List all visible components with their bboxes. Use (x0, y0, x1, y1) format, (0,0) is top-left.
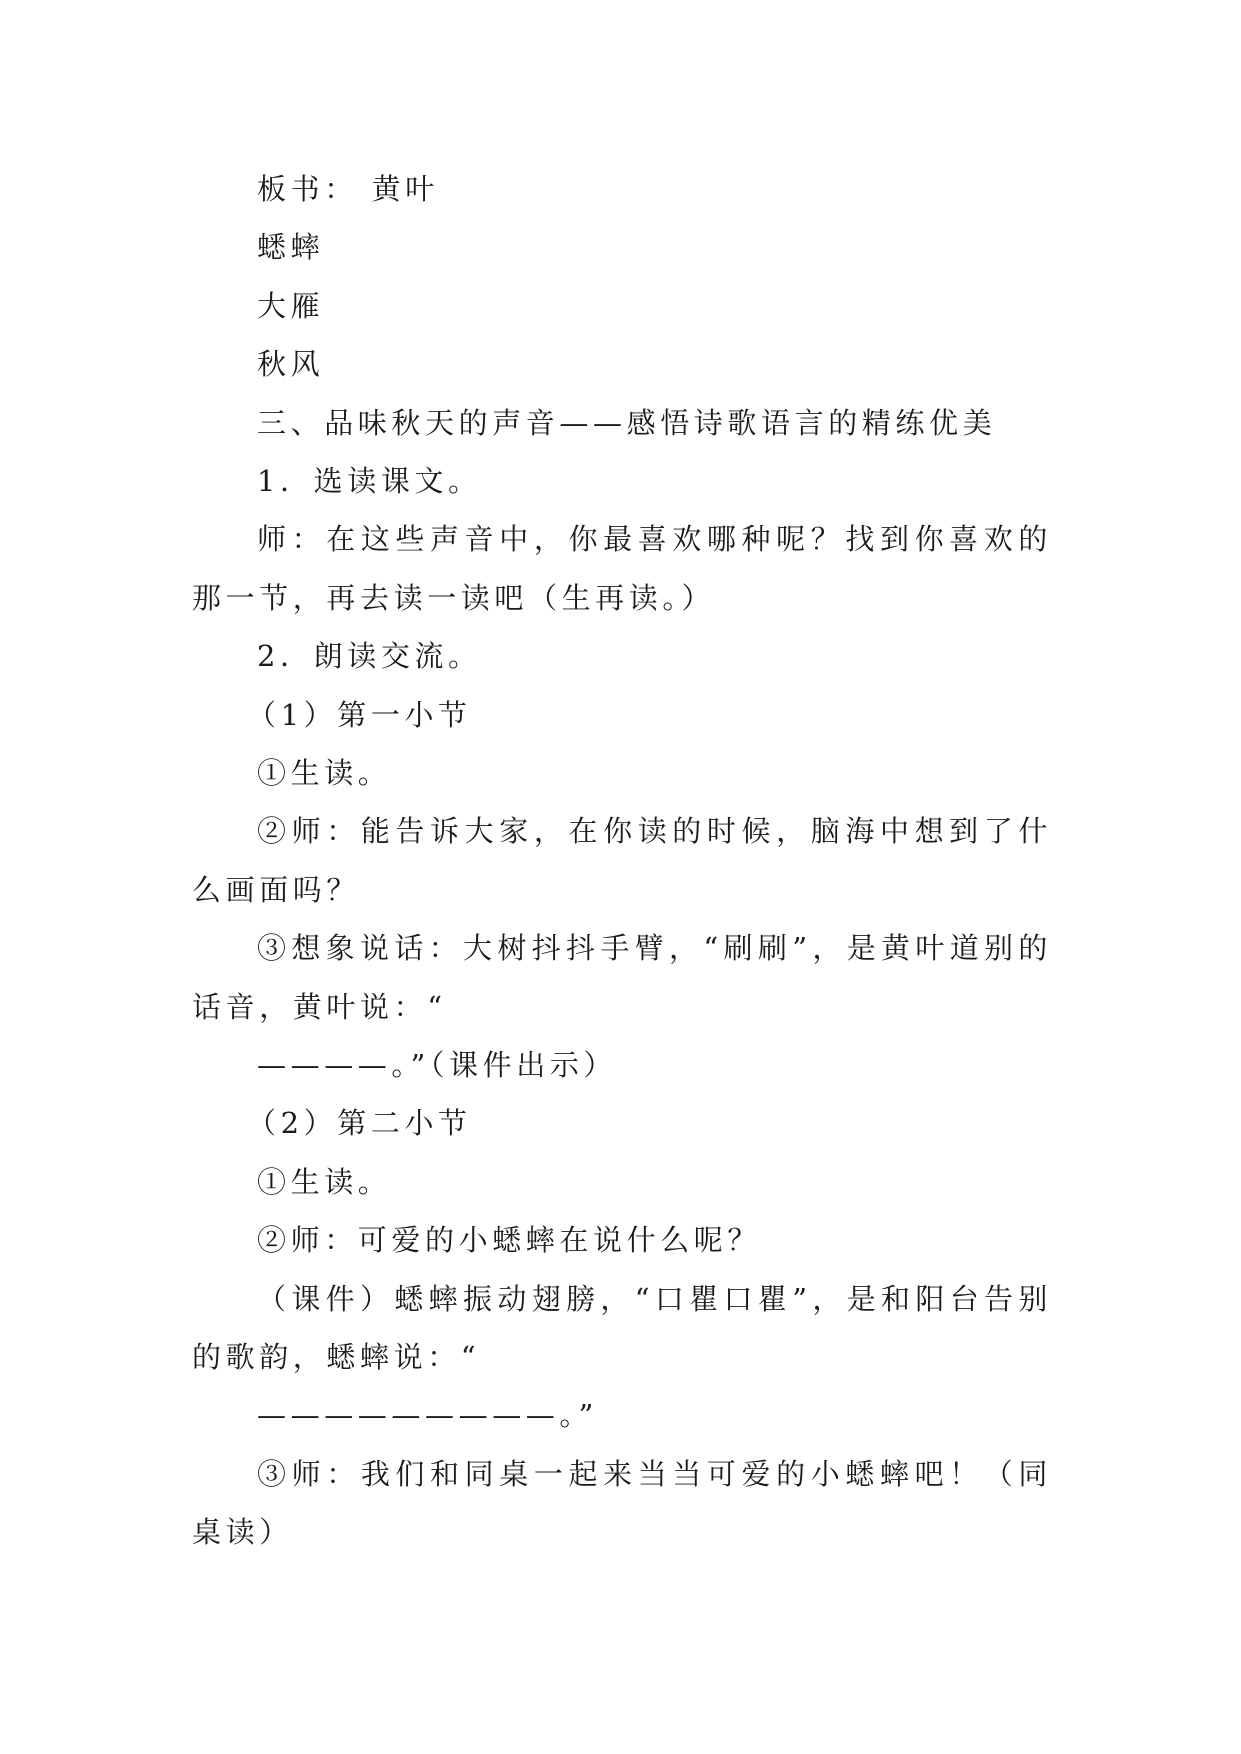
part-2-title: （2）第二小节 (247, 1106, 472, 1141)
part-1-blank-line: ————。”（课件出示） (257, 1047, 618, 1082)
section-3-heading: 三、品味秋天的声音——感悟诗歌语言的精练优美 (257, 405, 997, 440)
blackboard-line: 板书： 黄叶 (257, 172, 439, 206)
blackboard-item-cricket: 蟋蟀 (257, 230, 325, 265)
part-2-step-3: ③师：我们和同桌一起来当当可爱的小蟋蟀吧！（同桌读） (192, 1456, 1052, 1550)
part-2-step-2: ②师：可爱的小蟋蟀在说什么呢？ (257, 1223, 762, 1258)
blackboard-item-goose: 大雁 (257, 288, 325, 323)
part-2-courseware: （课件）蟋蟀振动翅膀，“口瞿口瞿”，是和阳台告别的歌韵，蟋蟀说：“ (192, 1281, 1052, 1374)
teacher-question-paragraph: 师：在这些声音中，你最喜欢哪种呢？找到你喜欢的那一节，再去读一读吧（生再读。） (192, 522, 1052, 615)
step-2-heading: 2．朗读交流。 (257, 639, 482, 674)
part-1-step-2: ②师：能告诉大家，在你读的时候，脑海中想到了什么画面吗？ (192, 814, 1052, 907)
document-body (192, 160, 1052, 1562)
part-1-step-1: ①生读。 (257, 755, 392, 790)
part-1-title: （1）第一小节 (247, 697, 472, 732)
blackboard-item-wind: 秋风 (257, 347, 325, 382)
part-1-step-3: ③想象说话：大树抖抖手臂，“刷刷”，是黄叶道别的话音，黄叶说：“ (192, 931, 1052, 1024)
part-2-blank-line: —————————。” (257, 1398, 598, 1433)
step-1-heading: 1．选读课文。 (257, 463, 482, 498)
part-2-step-1: ①生读。 (257, 1164, 392, 1199)
